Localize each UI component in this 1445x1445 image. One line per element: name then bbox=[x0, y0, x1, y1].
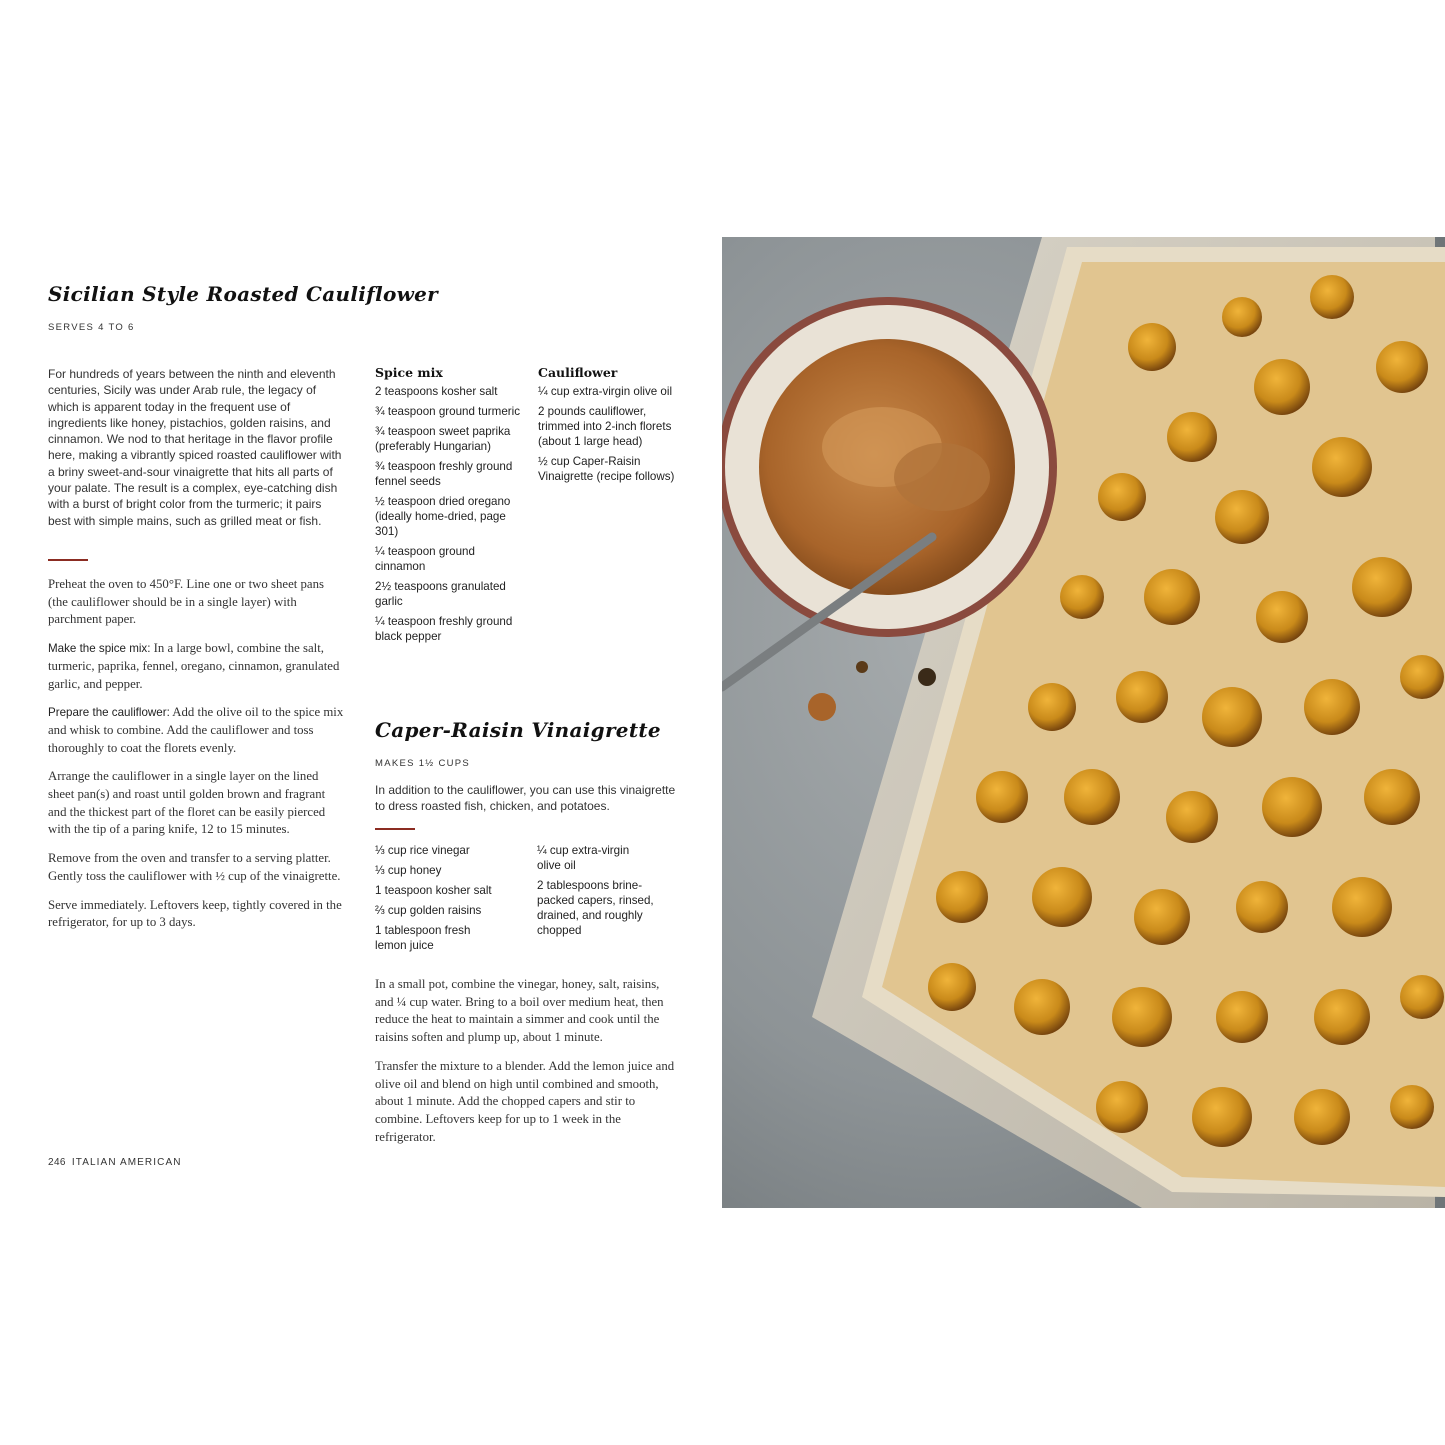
ingredient-item: ¼ teaspoon ground cinnamon bbox=[375, 545, 475, 573]
recipe-title: Sicilian Style Roasted Cauliflower bbox=[48, 282, 438, 306]
spice-mix-heading: Spice mix bbox=[375, 365, 443, 380]
method-step: Prepare the cauliflower: Add the olive oil to the spice mix and whisk to combine. Add the cauliflower and toss thoroughly to coat the florets evenly. bbox=[48, 705, 344, 755]
ingredient-item: 2 teaspoons kosher salt bbox=[375, 385, 498, 398]
section-divider bbox=[48, 559, 88, 561]
ingredient-item: 1 tablespoon fresh lemon juice bbox=[375, 924, 471, 952]
vinaigrette-title: Caper-Raisin Vinaigrette bbox=[375, 718, 661, 742]
method-step: Make the spice mix: In a large bowl, combine the salt, turmeric, paprika, fennel, oregano, cinnamon, granulated garlic, and pepper. bbox=[48, 641, 340, 691]
recipe-intro: For hundreds of years between the ninth and eleventh centuries, Sicily was under Arab rule, the legacy of which is apparent today in the frequent use of ingredients like honey, pistachios, golden raisins, and cinnamon. We nod to that heritage in the flavor profile here, making a vibrantly spiced roasted cauliflower with a briny sweet-and-sour vinaigrette that hits all parts of your palate. The result is a complex, eye-catching dish with a burst of bright color from the turmeric; it pairs best with simple mains, such as grilled meat or fish. bbox=[48, 367, 342, 528]
ingredient-item: ⅓ cup honey bbox=[375, 864, 442, 877]
vinaigrette-method bbox=[375, 976, 679, 1157]
method-step: Transfer the mixture to a blender. Add the lemon juice and olive oil and blend on high until combined and smooth, about 1 minute. Add the chopped capers and stir to combine. Leftovers keep for up to 1 week in the refrigerator. bbox=[375, 1058, 675, 1144]
vinaigrette-makes: MAKES 1½ CUPS bbox=[375, 758, 471, 769]
vinaigrette-ingredients-left bbox=[375, 843, 525, 958]
cauliflower-list bbox=[538, 365, 678, 489]
ingredient-item: 1 teaspoon kosher salt bbox=[375, 884, 492, 897]
recipe-serves: SERVES 4 TO 6 bbox=[48, 322, 135, 333]
ingredient-item: 2 tablespoons brine-packed capers, rinsed, drained, and roughly chopped bbox=[537, 879, 654, 937]
cauliflower-heading: Cauliflower bbox=[538, 365, 618, 380]
book-title: ITALIAN AMERICAN bbox=[71, 1157, 182, 1168]
ingredient-item: ½ cup Caper-Raisin Vinaigrette (recipe follows) bbox=[538, 455, 675, 483]
ingredient-item: 2½ teaspoons granulated garlic bbox=[375, 580, 506, 608]
step-lead: Make the spice mix: bbox=[48, 642, 151, 656]
roasted-cauliflower-image bbox=[722, 237, 1445, 1208]
vinaigrette-intro: In addition to the cauliflower, you can use this vinaigrette to dress roasted fish, chicken, and potatoes. bbox=[375, 783, 676, 814]
vinaigrette-ingredients-right bbox=[537, 843, 677, 943]
page-footer bbox=[48, 1157, 182, 1168]
method-step: In a small pot, combine the vinegar, honey, salt, raisins, and ¼ cup water. Bring to a boil over medium heat, then reduce the heat to maintain a simmer and cook until the raisins soften and plump up, about 1 minute. bbox=[375, 977, 664, 1045]
method-step: Arrange the cauliflower in a single layer on the lined sheet pan(s) and roast until golden brown and fragrant and the thickest part of the floret can be easily pierced with the tip of a paring knife, 12 to 15 minutes. bbox=[48, 769, 326, 837]
ingredient-item: ⅔ cup golden raisins bbox=[375, 904, 482, 917]
ingredient-item: ¾ teaspoon sweet paprika (preferably Hungarian) bbox=[375, 425, 511, 453]
ingredient-item: ¼ cup extra-virgin olive oil bbox=[537, 844, 630, 872]
ingredient-item: ¼ teaspoon freshly ground black pepper bbox=[375, 615, 513, 643]
ingredient-item: 2 pounds cauliflower, trimmed into 2-inch florets (about 1 large head) bbox=[538, 405, 672, 448]
food-photo bbox=[722, 237, 1445, 1208]
method-step: Remove from the oven and transfer to a serving platter. Gently toss the cauliflower with ½ cup of the vinaigrette. bbox=[48, 851, 341, 883]
ingredient-item: ½ teaspoon dried oregano (ideally home-dried, page 301) bbox=[375, 495, 511, 538]
method-step: Serve immediately. Leftovers keep, tightly covered in the refrigerator, for up to 3 days. bbox=[48, 897, 342, 930]
method-step: Preheat the oven to 450°F. Line one or two sheet pans (the cauliflower should be in a single layer) with parchment paper. bbox=[48, 577, 324, 627]
step-lead: Prepare the cauliflower: bbox=[48, 706, 170, 720]
section-divider bbox=[375, 828, 415, 830]
ingredient-item: ¾ teaspoon ground turmeric bbox=[375, 405, 521, 418]
ingredient-item: ¾ teaspoon freshly ground fennel seeds bbox=[375, 460, 513, 488]
ingredient-item: ⅓ cup rice vinegar bbox=[375, 844, 470, 857]
page-number: 246 bbox=[48, 1157, 66, 1168]
spice-mix-list bbox=[375, 365, 525, 649]
ingredient-item: ¼ cup extra-virgin olive oil bbox=[538, 385, 673, 398]
recipe-method bbox=[48, 576, 346, 943]
